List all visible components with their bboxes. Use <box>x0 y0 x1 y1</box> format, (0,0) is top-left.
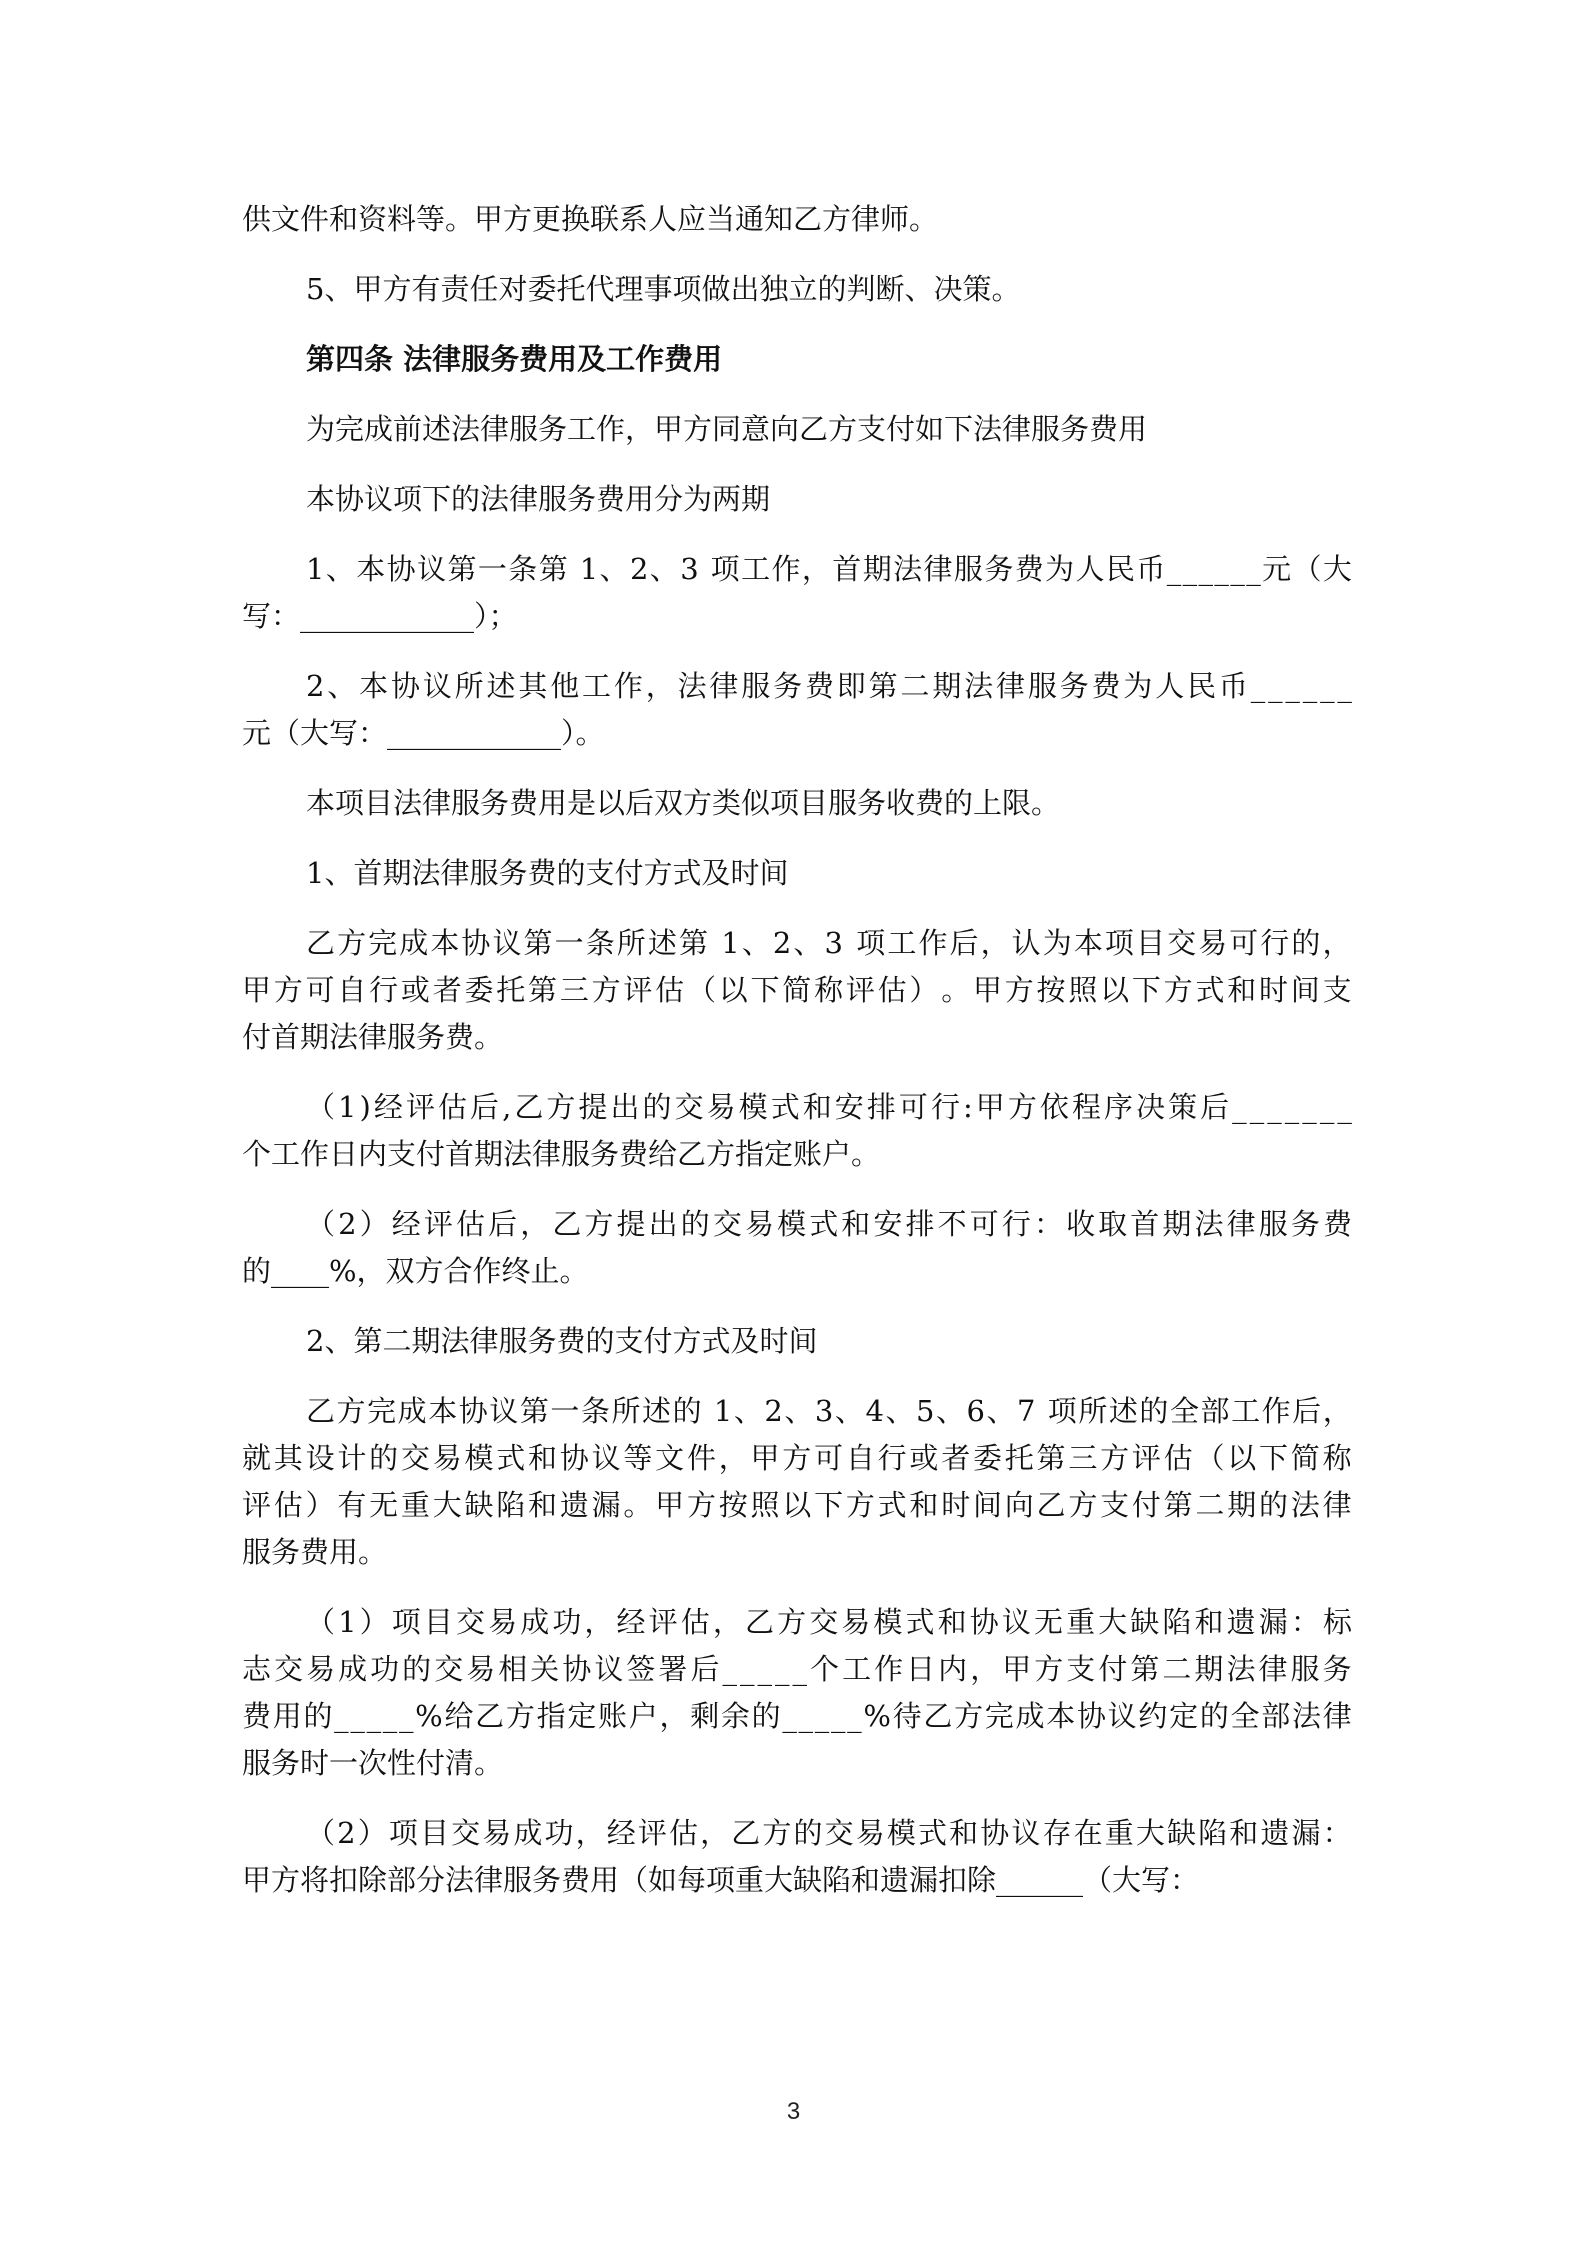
paragraph <box>242 780 1352 827</box>
text-line: 乙 方 完 成 本 协 议 第 一 条 所 述 的 1 、 2 、 3 、 4 、 5 、 6 、 7 项 所 述 的 全 部 工 作 后 ， <box>306 1394 1352 1428</box>
paragraph <box>242 1388 1352 1576</box>
paragraph <box>242 476 1352 523</box>
text-line: 乙 方 完 成 本 协 议 第 一 条 所 述 第 1 、 2 、 3 项 工 作 后 ， 认 为 本 项 目 交 易 可 行 的 ， <box>306 926 1352 960</box>
text-line: （ 2 ） 项 目 交 易 成 功 ， 经 评 估 ， 乙 方 的 交 易 模 式 和 协 议 存 在 重 大 缺 陷 和 遗 漏 ： <box>306 1816 1352 1850</box>
section-heading <box>242 336 1352 383</box>
paragraph <box>242 1599 1352 1787</box>
text-line: 供文件和资料等。甲方更换联系人应当通知乙方律师。 <box>242 202 939 236</box>
text-line: 5、甲方有责任对委托代理事项做出独立的判断、决策。 <box>306 272 1021 306</box>
text-line: 个工作日内支付首期法律服务费给乙方指定账户。 <box>242 1137 881 1171</box>
text-line: 志 交 易 成 功 的 交 易 相 关 协 议 签 署 后 _ _ _ _ _ 个 工 作 日 内 ， 甲 方 支 付 第 二 期 法 律 服 务 <box>242 1652 1352 1686</box>
text-line: 第四条 法律服务费用及工作费用 <box>306 342 723 376</box>
document-body <box>242 196 1352 1904</box>
paragraph <box>242 406 1352 453</box>
paragraph <box>242 1084 1352 1178</box>
text-line: 付首期法律服务费。 <box>242 1020 504 1054</box>
paragraph <box>242 266 1352 313</box>
text-line: 2、第二期法律服务费的支付方式及时间 <box>306 1324 818 1358</box>
text-line: 服务费用。 <box>242 1535 388 1569</box>
text-line: （ 1 ) 经 评 估 后 , 乙 方 提 出 的 交 易 模 式 和 安 排 可 行 : 甲 方 依 程 序 决 策 后 _ _ _ _ _ _ _ <box>306 1090 1352 1124</box>
text-line: 就 其 设 计 的 交 易 模 式 和 协 议 等 文 件 ， 甲 方 可 自 行 或 者 委 托 第 三 方 评 估 （ 以 下 简 称 <box>242 1441 1352 1475</box>
paragraph <box>242 1201 1352 1295</box>
text-line: 本协议项下的法律服务费用分为两期 <box>306 482 771 516</box>
text-line: 本项目法律服务费用是以后双方类似项目服务收费的上限。 <box>306 786 1061 820</box>
text-line: 的____%，双方合作终止。 <box>242 1254 589 1288</box>
text-line: 2 、 本 协 议 所 述 其 他 工 作 ， 法 律 服 务 费 即 第 二 期 法 律 服 务 费 为 人 民 币 _ _ _ _ _ _ <box>306 669 1352 703</box>
paragraph <box>242 1318 1352 1365</box>
page-number: 3 <box>786 2098 801 2125</box>
text-line: 甲 方 可 自 行 或 者 委 托 第 三 方 评 估 （ 以 下 简 称 评 估 ） 。 甲 方 按 照 以 下 方 式 和 时 间 支 <box>242 973 1352 1007</box>
paragraph <box>242 1810 1352 1904</box>
text-line: 元（大写：____________）。 <box>242 716 605 750</box>
text-line: 甲方将扣除部分法律服务费用（如每项重大缺陷和遗漏扣除______（大写： <box>242 1863 1200 1897</box>
paragraph <box>242 196 1352 243</box>
text-line: （ 2 ） 经 评 估 后 ， 乙 方 提 出 的 交 易 模 式 和 安 排 不 可 行 ： 收 取 首 期 法 律 服 务 费 <box>306 1207 1352 1241</box>
text-line: 1、首期法律服务费的支付方式及时间 <box>306 856 789 890</box>
paragraph <box>242 920 1352 1061</box>
text-line: 评 估 ） 有 无 重 大 缺 陷 和 遗 漏 。 甲 方 按 照 以 下 方 式 和 时 间 向 乙 方 支 付 第 二 期 的 法 律 <box>242 1488 1352 1522</box>
text-line: 1 、 本 协 议 第 一 条 第 1 、 2 、 3 项 工 作 ， 首 期 法 律 服 务 费 为 人 民 币 _ _ _ _ _ _ 元 （ 大 <box>306 552 1352 586</box>
text-line: 服务时一次性付清。 <box>242 1746 504 1780</box>
paragraph <box>242 546 1352 640</box>
text-line: 费 用 的 _ _ _ _ _ % 给 乙 方 指 定 账 户 ， 剩 余 的 _ _ _ _ _ % 待 乙 方 完 成 本 协 议 约 定 的 全 部 法 律 <box>242 1699 1352 1733</box>
text-line: （ 1 ） 项 目 交 易 成 功 ， 经 评 估 ， 乙 方 交 易 模 式 和 协 议 无 重 大 缺 陷 和 遗 漏 ： 标 <box>306 1605 1352 1639</box>
paragraph <box>242 663 1352 757</box>
text-line: 为完成前述法律服务工作，甲方同意向乙方支付如下法律服务费用 <box>306 412 1148 446</box>
text-line: 写：____________）； <box>242 599 518 633</box>
paragraph <box>242 850 1352 897</box>
